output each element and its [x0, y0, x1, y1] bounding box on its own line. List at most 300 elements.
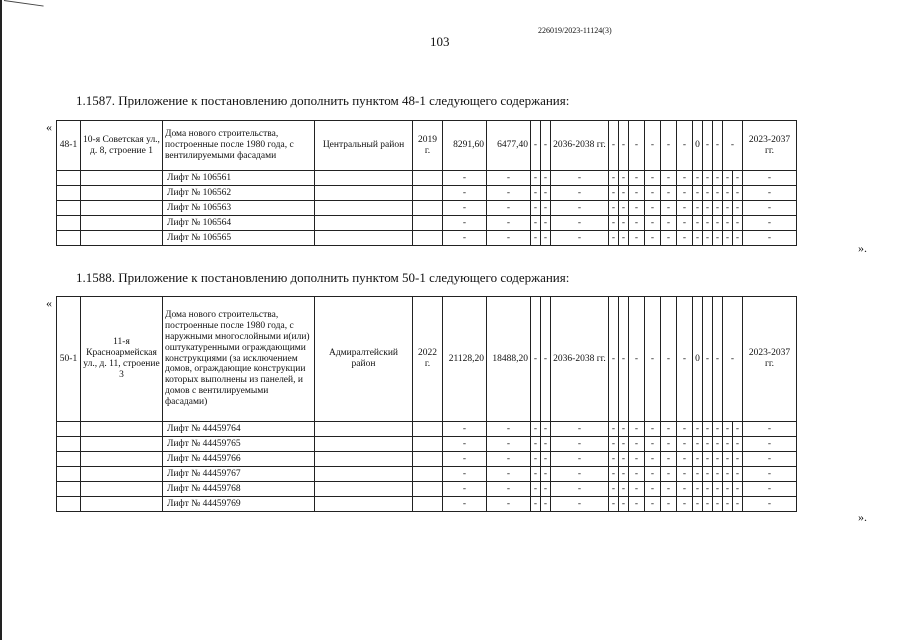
work-cell: -: [713, 121, 723, 171]
dash-cell: -: [693, 171, 703, 186]
dash-cell: -: [677, 231, 693, 246]
dash-cell: -: [661, 422, 677, 437]
empty-cell: [315, 482, 413, 497]
lift-label: Лифт № 44459769: [163, 497, 315, 512]
lift-label: Лифт № 44459767: [163, 467, 315, 482]
dash-cell: -: [693, 497, 703, 512]
empty-cell: [57, 497, 81, 512]
amendment-table-2: [56, 296, 797, 512]
dash-cell: -: [443, 216, 487, 231]
dash-cell: -: [619, 201, 629, 216]
dash-cell: -: [551, 186, 609, 201]
lift-label: Лифт № 106563: [163, 201, 315, 216]
dash-cell: -: [661, 201, 677, 216]
page-number: 103: [430, 34, 450, 49]
dash-cell: -: [661, 497, 677, 512]
dash-cell: -: [703, 231, 713, 246]
work-cell: -: [645, 121, 661, 171]
dash-cell: -: [703, 452, 713, 467]
dash-cell: -: [723, 216, 733, 231]
dash-cell: -: [541, 171, 551, 186]
dash-cell: -: [661, 467, 677, 482]
empty-cell: [315, 216, 413, 231]
dash-cell: -: [629, 201, 645, 216]
dash-cell: -: [743, 422, 797, 437]
empty-cell: [315, 467, 413, 482]
work-cell: -: [661, 297, 677, 422]
dash-cell: -: [677, 201, 693, 216]
empty-cell: [315, 171, 413, 186]
dash-cell: -: [629, 216, 645, 231]
dash-cell: -: [693, 216, 703, 231]
dash-cell: -: [531, 437, 541, 452]
dash-cell: -: [531, 121, 541, 171]
work-cell: -: [723, 121, 743, 171]
dash-cell: -: [487, 231, 531, 246]
dash-cell: -: [531, 171, 541, 186]
dash-cell: -: [645, 482, 661, 497]
district-cell: Адмиралтейский район: [315, 297, 413, 422]
dash-cell: -: [723, 452, 733, 467]
dash-cell: -: [629, 482, 645, 497]
dash-cell: -: [531, 497, 541, 512]
dash-cell: -: [443, 231, 487, 246]
dash-cell: -: [629, 452, 645, 467]
empty-cell: [315, 422, 413, 437]
dash-cell: -: [629, 186, 645, 201]
work-cell: -: [609, 297, 619, 422]
dash-cell: -: [645, 231, 661, 246]
empty-cell: [81, 497, 163, 512]
dash-cell: -: [677, 186, 693, 201]
dash-cell: -: [743, 231, 797, 246]
dash-cell: -: [443, 452, 487, 467]
dash-cell: -: [609, 452, 619, 467]
dash-cell: -: [629, 422, 645, 437]
work-cell: -: [677, 121, 693, 171]
dash-cell: -: [743, 497, 797, 512]
amendment-table-1: [56, 120, 797, 246]
empty-cell: [57, 231, 81, 246]
year-cell: 2019 г.: [413, 121, 443, 171]
dash-cell: -: [733, 171, 743, 186]
work-cell: -: [723, 297, 743, 422]
dash-cell: -: [609, 482, 619, 497]
dash-cell: -: [619, 437, 629, 452]
dash-cell: -: [703, 482, 713, 497]
dash-cell: -: [703, 186, 713, 201]
section-heading-2: 1.1588. Приложение к постановлению дополнить пунктом 50-1 следующего содержания:: [76, 270, 570, 285]
dash-cell: -: [713, 231, 723, 246]
dash-cell: -: [629, 437, 645, 452]
empty-cell: [57, 482, 81, 497]
work-cell: -: [645, 297, 661, 422]
dash-cell: -: [551, 482, 609, 497]
work-cell: -: [619, 297, 629, 422]
dash-cell: -: [713, 497, 723, 512]
dash-cell: -: [661, 437, 677, 452]
dash-cell: -: [619, 452, 629, 467]
dash-cell: -: [443, 422, 487, 437]
dash-cell: -: [629, 171, 645, 186]
dash-cell: -: [541, 437, 551, 452]
quote-close-1: ».: [858, 241, 867, 255]
dash-cell: -: [487, 467, 531, 482]
dash-cell: -: [723, 422, 733, 437]
dash-cell: -: [541, 422, 551, 437]
dash-cell: -: [723, 497, 733, 512]
dash-cell: -: [609, 497, 619, 512]
lift-row: [57, 186, 797, 201]
dash-cell: -: [723, 467, 733, 482]
dash-cell: -: [733, 231, 743, 246]
dash-cell: -: [551, 497, 609, 512]
dash-cell: -: [551, 467, 609, 482]
address-cell: 11-я Красноармейская ул., д. 11, строение 3: [81, 297, 163, 422]
dash-cell: -: [619, 467, 629, 482]
description-cell: Дома нового строительства, построенные после 1980 года, с вентилируемыми фасадами: [163, 121, 315, 171]
empty-cell: [315, 186, 413, 201]
table-main-row: [57, 121, 797, 171]
empty-cell: [413, 201, 443, 216]
dash-cell: -: [443, 482, 487, 497]
dash-cell: -: [619, 497, 629, 512]
description-cell: Дома нового строительства, построенные после 1980 года, с наружными многослойными и(или) оштукатуренными ограждающими конструкциями (за исключением домов, ограждающие конструкции которых выполнены из панелей, и домов с вентилируемыми фасадами): [163, 297, 315, 422]
dash-cell: -: [713, 201, 723, 216]
dash-cell: -: [723, 186, 733, 201]
dash-cell: -: [733, 437, 743, 452]
dash-cell: -: [609, 216, 619, 231]
lift-row: [57, 216, 797, 231]
dash-cell: -: [713, 216, 723, 231]
scan-edge: [0, 0, 2, 640]
dash-cell: -: [619, 186, 629, 201]
dash-cell: -: [743, 171, 797, 186]
dash-cell: -: [609, 437, 619, 452]
dash-cell: -: [645, 497, 661, 512]
dash-cell: -: [723, 437, 733, 452]
dash-cell: -: [551, 422, 609, 437]
dash-cell: -: [443, 171, 487, 186]
dash-cell: -: [693, 467, 703, 482]
dash-cell: -: [693, 422, 703, 437]
dash-cell: -: [645, 422, 661, 437]
lift-row: [57, 171, 797, 186]
dash-cell: -: [693, 186, 703, 201]
lift-label: Лифт № 44459768: [163, 482, 315, 497]
dash-cell: -: [661, 171, 677, 186]
dash-cell: -: [443, 437, 487, 452]
empty-cell: [413, 437, 443, 452]
dash-cell: -: [551, 452, 609, 467]
dash-cell: -: [619, 216, 629, 231]
empty-cell: [413, 186, 443, 201]
work-cell: -: [609, 121, 619, 171]
dash-cell: -: [487, 201, 531, 216]
quote-close-2: ».: [858, 510, 867, 524]
dash-cell: -: [733, 422, 743, 437]
lift-label: Лифт № 106565: [163, 231, 315, 246]
dash-cell: -: [531, 186, 541, 201]
dash-cell: -: [487, 437, 531, 452]
period-cell: 2036-2038 гг.: [551, 297, 609, 422]
dash-cell: -: [531, 297, 541, 422]
dash-cell: -: [487, 186, 531, 201]
dash-cell: -: [703, 422, 713, 437]
empty-cell: [413, 452, 443, 467]
dash-cell: -: [531, 216, 541, 231]
work-cell: -: [619, 121, 629, 171]
dash-cell: -: [645, 452, 661, 467]
work-cell: -: [703, 297, 713, 422]
empty-cell: [81, 467, 163, 482]
dash-cell: -: [733, 497, 743, 512]
dash-cell: -: [693, 201, 703, 216]
dash-cell: -: [677, 422, 693, 437]
empty-cell: [413, 467, 443, 482]
dash-cell: -: [609, 467, 619, 482]
district-cell: Центральный район: [315, 121, 413, 171]
dash-cell: -: [487, 452, 531, 467]
year-range-cell: 2023-2037 гг.: [743, 121, 797, 171]
dash-cell: -: [609, 171, 619, 186]
dash-cell: -: [703, 467, 713, 482]
lift-label: Лифт № 106562: [163, 186, 315, 201]
dash-cell: -: [629, 231, 645, 246]
empty-cell: [81, 482, 163, 497]
dash-cell: -: [541, 482, 551, 497]
dash-cell: -: [619, 482, 629, 497]
dash-cell: -: [661, 186, 677, 201]
dash-cell: -: [693, 452, 703, 467]
num-cell: 48-1: [57, 121, 81, 171]
dash-cell: -: [609, 422, 619, 437]
lift-row: [57, 467, 797, 482]
dash-cell: -: [713, 467, 723, 482]
work-cell: -: [713, 297, 723, 422]
dash-cell: -: [629, 467, 645, 482]
dash-cell: -: [677, 437, 693, 452]
lift-row: [57, 482, 797, 497]
value2-cell: 18488,20: [487, 297, 531, 422]
dash-cell: -: [661, 231, 677, 246]
dash-cell: -: [531, 482, 541, 497]
dash-cell: -: [723, 171, 733, 186]
dash-cell: -: [541, 497, 551, 512]
dash-cell: -: [609, 231, 619, 246]
dash-cell: -: [723, 201, 733, 216]
dash-cell: -: [713, 171, 723, 186]
dash-cell: -: [677, 452, 693, 467]
empty-cell: [315, 497, 413, 512]
year-range-cell: 2023-2037 гг.: [743, 297, 797, 422]
dash-cell: -: [531, 231, 541, 246]
dash-cell: -: [619, 422, 629, 437]
dash-cell: -: [487, 482, 531, 497]
dash-cell: -: [551, 171, 609, 186]
dash-cell: -: [645, 201, 661, 216]
empty-cell: [57, 186, 81, 201]
quote-open-2: «: [46, 296, 52, 310]
lift-row: [57, 437, 797, 452]
dash-cell: -: [743, 452, 797, 467]
dash-cell: -: [487, 422, 531, 437]
empty-cell: [81, 452, 163, 467]
empty-cell: [81, 216, 163, 231]
dash-cell: -: [743, 186, 797, 201]
lift-label: Лифт № 44459766: [163, 452, 315, 467]
work-cell: 0: [693, 297, 703, 422]
lift-row: [57, 497, 797, 512]
dash-cell: -: [551, 231, 609, 246]
dash-cell: -: [723, 482, 733, 497]
dash-cell: -: [703, 216, 713, 231]
empty-cell: [57, 452, 81, 467]
dash-cell: -: [645, 216, 661, 231]
dash-cell: -: [645, 437, 661, 452]
dash-cell: -: [645, 467, 661, 482]
lift-row: [57, 422, 797, 437]
dash-cell: -: [703, 497, 713, 512]
dash-cell: -: [693, 482, 703, 497]
dash-cell: -: [743, 201, 797, 216]
empty-cell: [413, 171, 443, 186]
dash-cell: -: [541, 216, 551, 231]
dash-cell: -: [551, 216, 609, 231]
dash-cell: -: [661, 482, 677, 497]
dash-cell: -: [677, 171, 693, 186]
dash-cell: -: [487, 216, 531, 231]
dash-cell: -: [713, 437, 723, 452]
empty-cell: [57, 422, 81, 437]
dash-cell: -: [703, 437, 713, 452]
work-cell: -: [703, 121, 713, 171]
dash-cell: -: [531, 422, 541, 437]
empty-cell: [413, 482, 443, 497]
empty-cell: [81, 201, 163, 216]
dash-cell: -: [723, 231, 733, 246]
value1-cell: 8291,60: [443, 121, 487, 171]
dash-cell: -: [713, 482, 723, 497]
dash-cell: -: [541, 201, 551, 216]
scan-corner-mark: [2, 0, 43, 18]
dash-cell: -: [733, 482, 743, 497]
dash-cell: -: [733, 216, 743, 231]
dash-cell: -: [443, 186, 487, 201]
dash-cell: -: [713, 186, 723, 201]
dash-cell: -: [743, 216, 797, 231]
num-cell: 50-1: [57, 297, 81, 422]
lift-label: Лифт № 106561: [163, 171, 315, 186]
empty-cell: [81, 186, 163, 201]
empty-cell: [57, 467, 81, 482]
empty-cell: [57, 437, 81, 452]
dash-cell: -: [541, 231, 551, 246]
dash-cell: -: [629, 497, 645, 512]
dash-cell: -: [733, 201, 743, 216]
work-cell: -: [661, 121, 677, 171]
dash-cell: -: [531, 467, 541, 482]
lift-row: [57, 452, 797, 467]
lift-row: [57, 201, 797, 216]
work-cell: -: [677, 297, 693, 422]
dash-cell: -: [677, 497, 693, 512]
lift-label: Лифт № 44459765: [163, 437, 315, 452]
section-heading-1: 1.1587. Приложение к постановлению дополнить пунктом 48-1 следующего содержания:: [76, 93, 570, 108]
dash-cell: -: [609, 186, 619, 201]
empty-cell: [81, 437, 163, 452]
year-cell: 2022 г.: [413, 297, 443, 422]
quote-open-1: «: [46, 120, 52, 134]
dash-cell: -: [713, 422, 723, 437]
dash-cell: -: [703, 201, 713, 216]
dash-cell: -: [487, 171, 531, 186]
empty-cell: [315, 437, 413, 452]
work-cell: -: [629, 121, 645, 171]
dash-cell: -: [693, 437, 703, 452]
dash-cell: -: [733, 186, 743, 201]
period-cell: 2036-2038 гг.: [551, 121, 609, 171]
dash-cell: -: [677, 482, 693, 497]
empty-cell: [57, 171, 81, 186]
dash-cell: -: [677, 467, 693, 482]
dash-cell: -: [703, 171, 713, 186]
dash-cell: -: [733, 467, 743, 482]
dash-cell: -: [661, 216, 677, 231]
dash-cell: -: [551, 201, 609, 216]
dash-cell: -: [551, 437, 609, 452]
dash-cell: -: [733, 452, 743, 467]
empty-cell: [413, 231, 443, 246]
empty-cell: [413, 422, 443, 437]
empty-cell: [57, 216, 81, 231]
empty-cell: [57, 201, 81, 216]
dash-cell: -: [743, 482, 797, 497]
dash-cell: -: [541, 452, 551, 467]
value2-cell: 6477,40: [487, 121, 531, 171]
dash-cell: -: [541, 186, 551, 201]
dash-cell: -: [443, 497, 487, 512]
table-main-row: [57, 297, 797, 422]
lift-row: [57, 231, 797, 246]
lift-label: Лифт № 44459764: [163, 422, 315, 437]
empty-cell: [315, 452, 413, 467]
empty-cell: [81, 422, 163, 437]
address-cell: 10-я Советская ул., д. 8, строение 1: [81, 121, 163, 171]
work-cell: -: [629, 297, 645, 422]
lift-label: Лифт № 106564: [163, 216, 315, 231]
dash-cell: -: [541, 297, 551, 422]
dash-cell: -: [443, 201, 487, 216]
dash-cell: -: [619, 231, 629, 246]
empty-cell: [315, 201, 413, 216]
empty-cell: [413, 497, 443, 512]
document-id: 226019/2023-11124(3): [538, 26, 612, 35]
dash-cell: -: [541, 467, 551, 482]
work-cell: 0: [693, 121, 703, 171]
empty-cell: [81, 231, 163, 246]
dash-cell: -: [677, 216, 693, 231]
dash-cell: -: [661, 452, 677, 467]
dash-cell: -: [609, 201, 619, 216]
value1-cell: 21128,20: [443, 297, 487, 422]
dash-cell: -: [443, 467, 487, 482]
dash-cell: -: [693, 231, 703, 246]
empty-cell: [413, 216, 443, 231]
dash-cell: -: [713, 452, 723, 467]
dash-cell: -: [645, 186, 661, 201]
dash-cell: -: [743, 437, 797, 452]
